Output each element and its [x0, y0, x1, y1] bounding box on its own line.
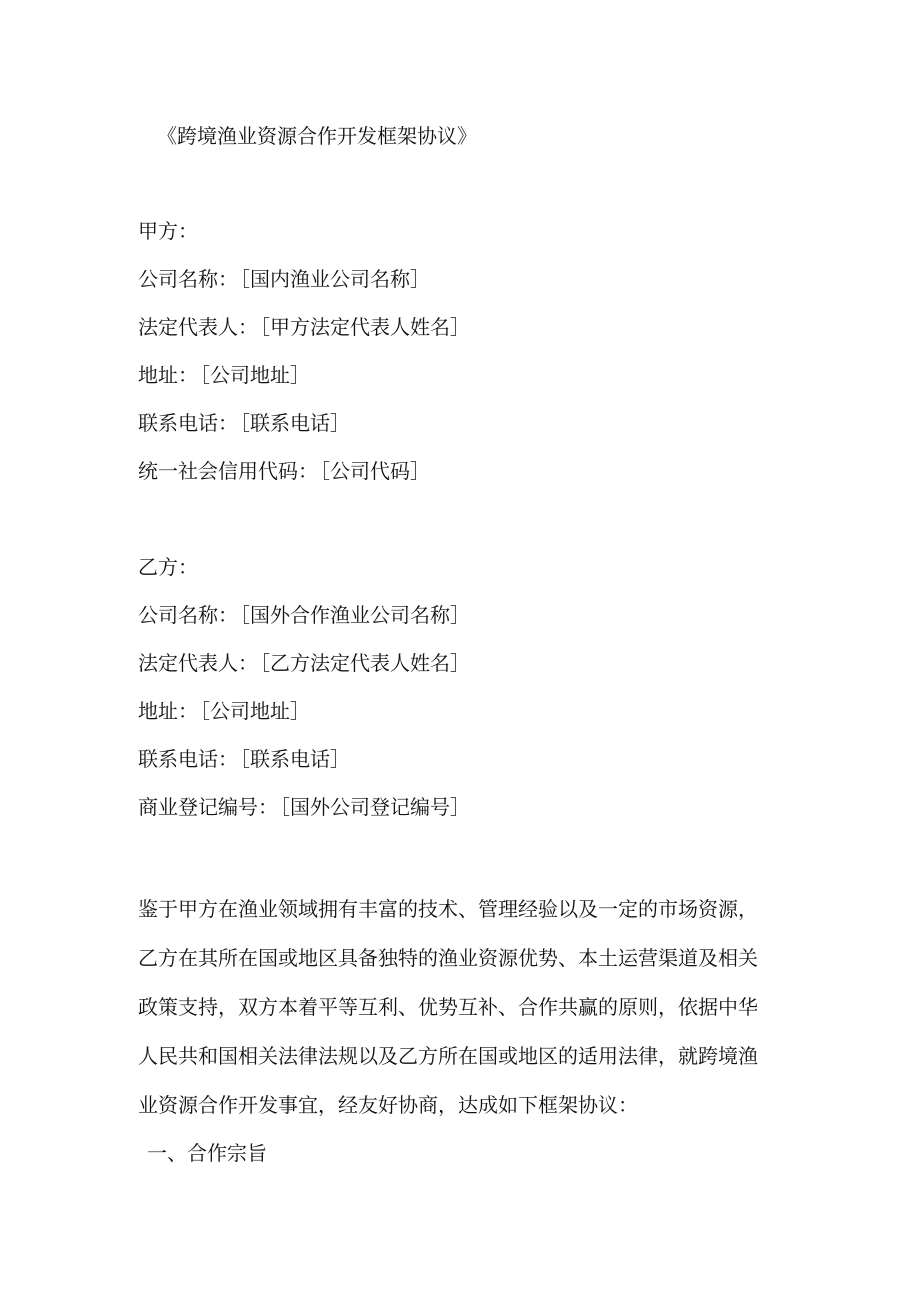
preamble-line: 人民共和国相关法律法规以及乙方所在国或地区的适用法律，就跨境渔 — [138, 1044, 758, 1068]
party-a-block — [138, 215, 818, 503]
party-b-registration-number — [138, 791, 818, 839]
field-label: 法定代表人： — [138, 651, 258, 675]
preamble-line: 业资源合作开发事宜，经友好协商，达成如下框架协议： — [138, 1093, 638, 1117]
preamble-line: 乙方在其所在国或地区具备独特的渔业资源优势、本土运营渠道及相关 — [138, 946, 758, 970]
field-value: ［公司地址］ — [200, 699, 310, 723]
party-b-company-name — [138, 599, 818, 647]
field-label: 公司名称： — [138, 267, 238, 291]
field-value: ［国外公司登记编号］ — [280, 795, 470, 819]
party-a-heading: 甲方： — [138, 219, 198, 243]
preamble-paragraph — [138, 885, 768, 1130]
field-label: 联系电话： — [138, 411, 238, 435]
document-title: 《跨境渔业资源合作开发框架协议》 — [157, 124, 477, 148]
party-a-phone — [138, 407, 818, 455]
preamble-line: 政策支持，双方本着平等互利、优势互补、合作共赢的原则，依据中华 — [138, 995, 758, 1019]
party-a-company-name — [138, 263, 818, 311]
party-b-heading: 乙方： — [138, 555, 198, 579]
party-b-block — [138, 551, 818, 839]
party-b-address — [138, 695, 818, 743]
field-value: ［乙方法定代表人姓名］ — [260, 651, 470, 675]
field-value: ［联系电话］ — [240, 411, 350, 435]
preamble-line: 鉴于甲方在渔业领域拥有丰富的技术、管理经验以及一定的市场资源， — [138, 897, 758, 921]
section-heading-cooperation-purpose: 一、合作宗旨 — [147, 1141, 267, 1165]
field-label: 公司名称： — [138, 603, 238, 627]
field-label: 地址： — [138, 699, 198, 723]
party-a-address — [138, 359, 818, 407]
field-label: 地址： — [138, 363, 198, 387]
party-a-legal-representative — [138, 311, 818, 359]
field-value: ［国外合作渔业公司名称］ — [240, 603, 470, 627]
field-value: ［联系电话］ — [240, 747, 350, 771]
field-value: ［国内渔业公司名称］ — [240, 267, 430, 291]
field-label: 法定代表人： — [138, 315, 258, 339]
field-value: ［甲方法定代表人姓名］ — [260, 315, 470, 339]
field-value: ［公司代码］ — [320, 459, 430, 483]
party-b-phone — [138, 743, 818, 791]
field-label: 联系电话： — [138, 747, 238, 771]
field-value: ［公司地址］ — [200, 363, 310, 387]
party-b-legal-representative — [138, 647, 818, 695]
field-label: 商业登记编号： — [138, 795, 278, 819]
field-label: 统一社会信用代码： — [138, 459, 318, 483]
party-a-credit-code — [138, 455, 818, 503]
